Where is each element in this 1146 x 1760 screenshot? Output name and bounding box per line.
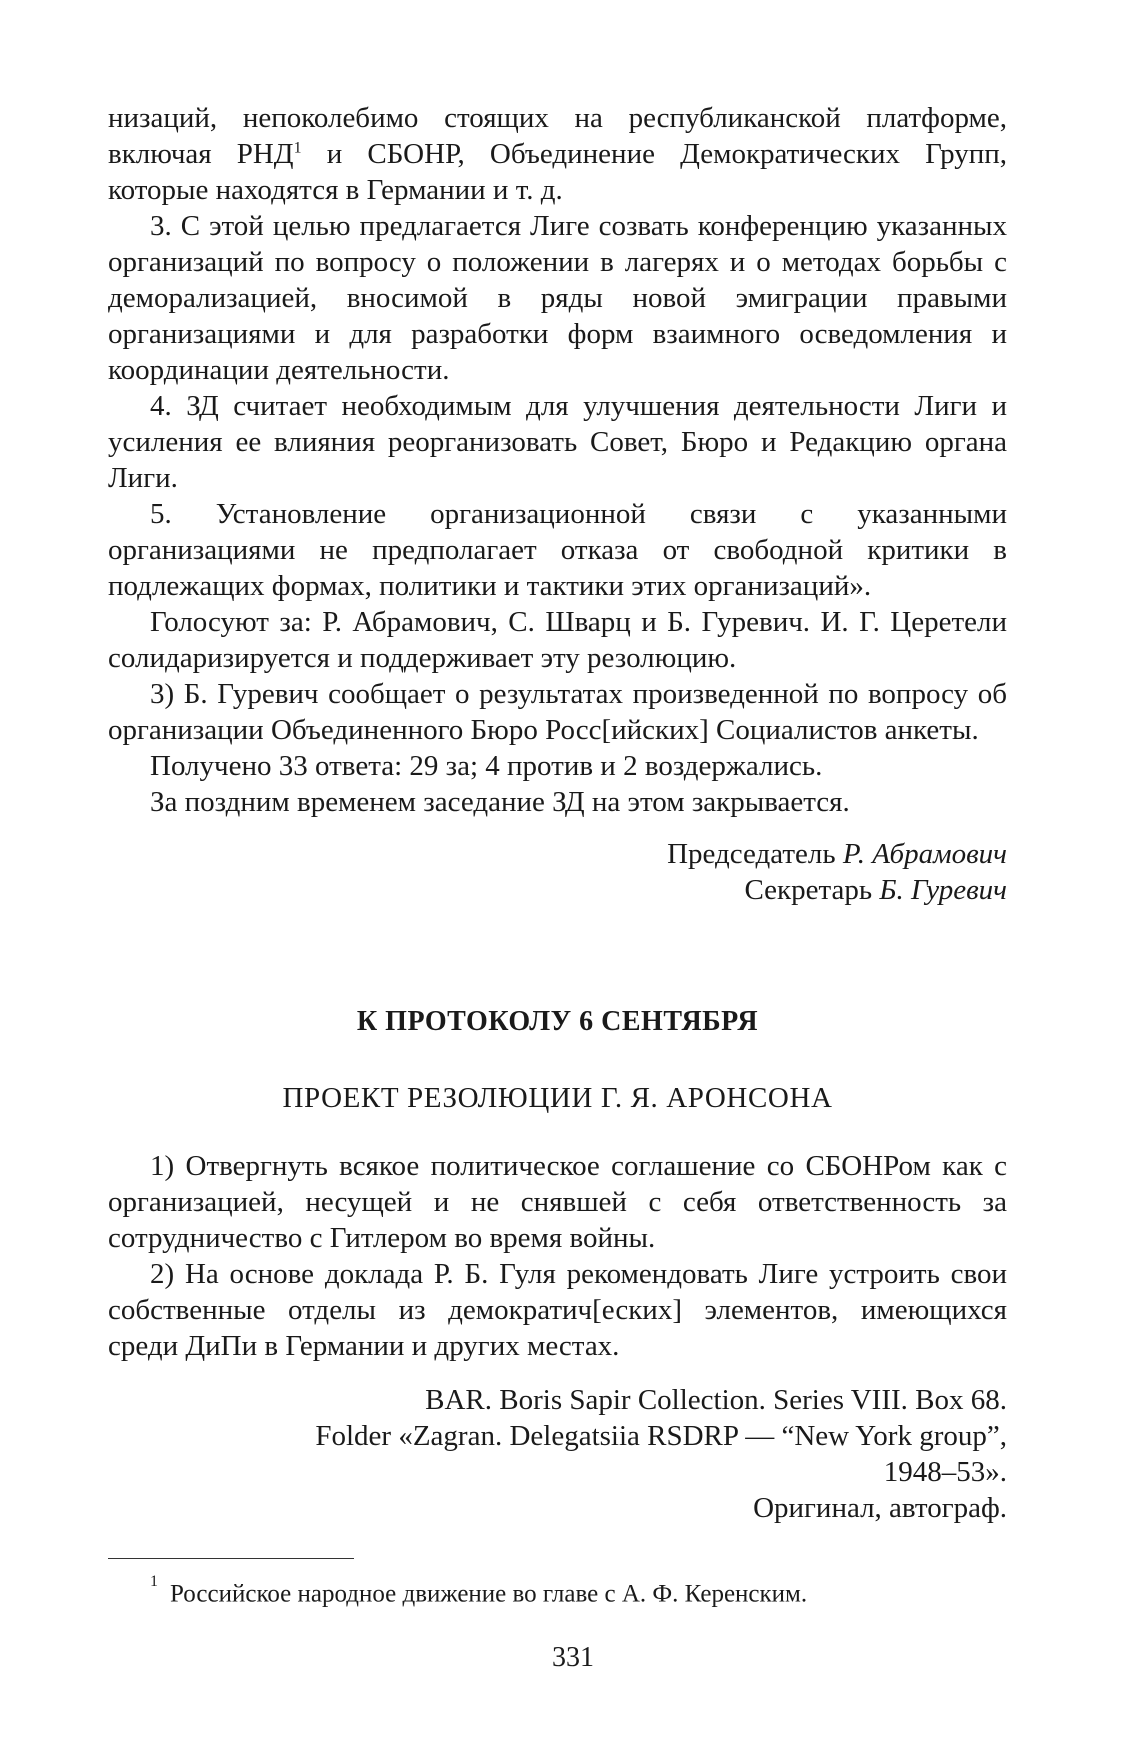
signature-name: Б. Гуревич xyxy=(879,874,1007,906)
source-line: Оригинал, автограф. xyxy=(753,1492,1007,1524)
paragraph: За поздним временем заседание ЗД на этом закрывается. xyxy=(150,786,850,818)
paragraph: Голосуют за: Р. Абрамович, С. Шварц и Б. Гуревич. И. Г. Церетели солидаризируется и поддерживает эту резолюцию. xyxy=(108,606,1007,674)
footnote xyxy=(150,1573,807,1609)
page-body xyxy=(108,100,1007,1526)
source-line: 1948–53». xyxy=(883,1456,1007,1488)
footnote-reference[interactable]: 1 xyxy=(293,139,302,157)
paragraph-continued xyxy=(108,100,1007,208)
signature-chairman xyxy=(108,836,1007,872)
paragraph: 3. С этой целью предлагается Лиге созвать конференцию указанных организаций по вопросу о положении в лагерях и о методах борьбы с деморализацией, вносимой в ряды новой эмиграции правыми организациями и для разработки форм взаимного осведомления и координации деятельности. xyxy=(108,210,1007,386)
paragraph: 3) Б. Гуревич сообщает о результатах произведенной по вопросу об организации Объединенного Бюро Росс[ийских] Социалистов анкеты. xyxy=(108,678,1007,746)
signature-role: Секретарь xyxy=(744,874,873,906)
source-line: BAR. Boris Sapir Collection. Series VIII. Box 68. xyxy=(425,1384,1007,1416)
resolution-item: 2) На основе доклада Р. Б. Гуля рекомендовать Лиге устроить свои собственные отделы из демократич[еских] элементов, имеющихся среди ДиПи в Германии и других местах. xyxy=(108,1258,1007,1362)
page-number: 331 xyxy=(552,1642,594,1673)
signature-name: Р. Абрамович xyxy=(842,838,1007,870)
signature-block xyxy=(108,836,1007,908)
section-subheading: ПРОЕКТ РЕЗОЛЮЦИИ Г. Я. АРОНСОНА xyxy=(282,1082,833,1114)
paragraph: Получено 33 ответа: 29 за; 4 против и 2 воздержались. xyxy=(150,750,823,782)
paragraph: 5. Установление организационной связи с указанными организациями не предполагает отказа от свободной критики в подлежащих формах, политики и тактики этих организаций». xyxy=(108,498,1007,602)
paragraph-text-part: и СБОНР, Объединение Демократических Групп, которые находятся в Германии и т. д. xyxy=(108,138,1007,206)
resolution-item: 1) Отвергнуть всякое политическое соглашение со СБОНРом как с организацией, несущей и не снявшей с себя ответственность за сотрудничество с Гитлером во время войны. xyxy=(108,1150,1007,1254)
archival-source xyxy=(108,1382,1007,1526)
footnote-divider xyxy=(108,1558,354,1559)
paragraph-text-part: низаций, непоколебимо стоящих на республиканской платформе, включая РНД xyxy=(108,102,1007,170)
signature-role: Председатель xyxy=(667,838,836,870)
footnote-text: Российское народное движение во главе с А. Ф. Керенским. xyxy=(170,1580,808,1608)
section-heading: К ПРОТОКОЛУ 6 СЕНТЯБРЯ xyxy=(356,1006,759,1037)
footnote-mark: 1 xyxy=(150,1573,158,1590)
source-line: Folder «Zagran. Delegatsiia RSDRP — “New York group”, xyxy=(315,1420,1007,1452)
paragraph: 4. ЗД считает необходимым для улучшения деятельности Лиги и усиления ее влияния реорганизовать Совет, Бюро и Редакцию органа Лиги. xyxy=(108,390,1007,494)
signature-secretary xyxy=(108,872,1007,908)
